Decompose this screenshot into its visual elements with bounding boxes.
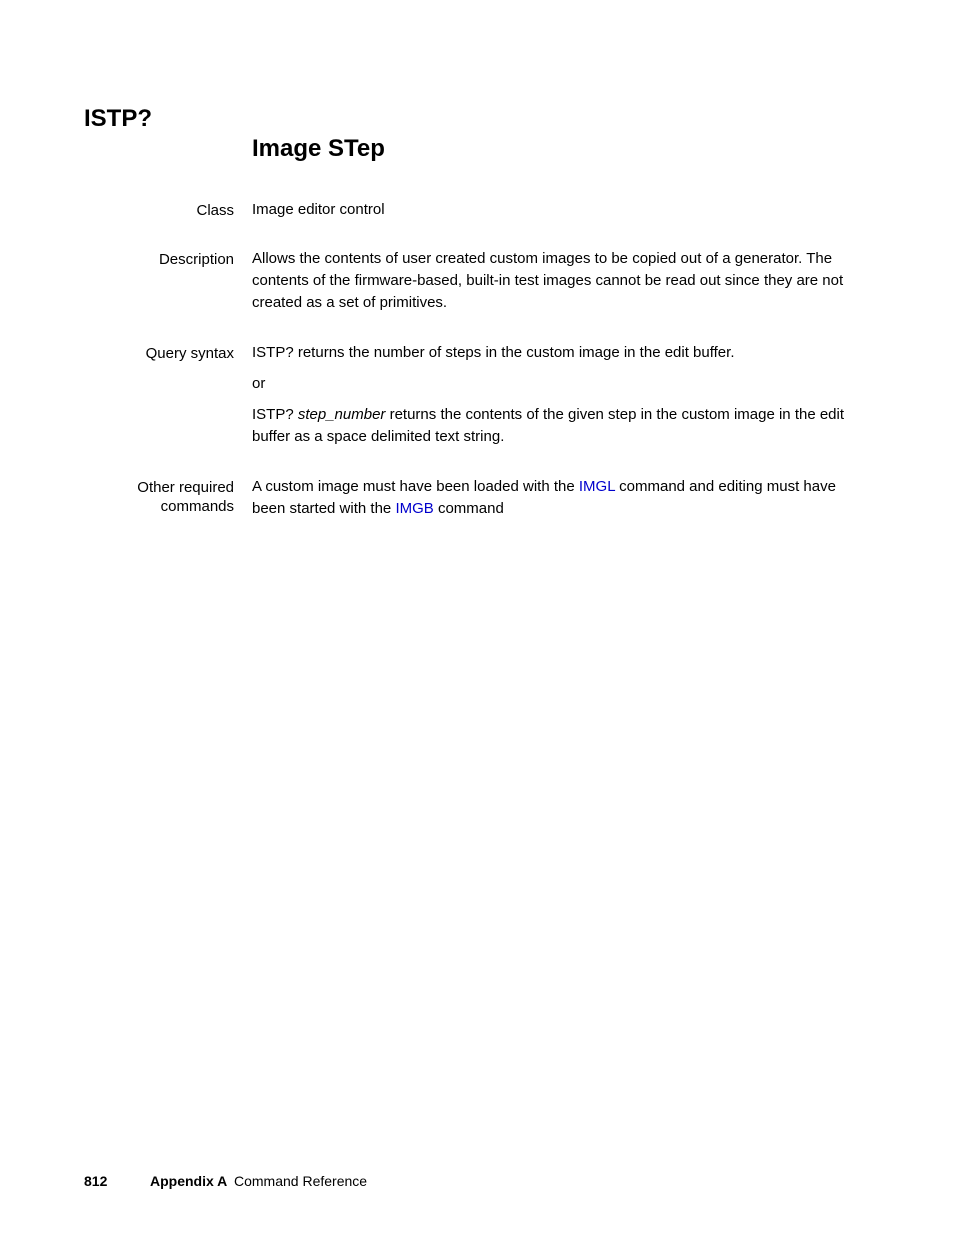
query-line-1: ISTP? returns the number of steps in the custom image in the edit buffer. (252, 344, 735, 361)
page-number: 812 (84, 1173, 108, 1189)
description-label: Description (158, 251, 234, 268)
other-required-text: A custom image must have been loaded with the IMGL command and editing must have been started with the IMGB command (252, 478, 836, 517)
query-syntax-label: Query syntax (145, 345, 234, 362)
command-title: Image STep (252, 135, 385, 162)
imgl-link[interactable]: IMGL (578, 478, 615, 495)
imgb-link[interactable]: IMGB (395, 500, 434, 517)
footer-section: Command Reference (234, 1173, 368, 1189)
query-syntax-text (252, 342, 872, 448)
class-label: Class (196, 202, 234, 219)
query-line-2: ISTP? step_number returns the contents of the given step in the custom image in the edit buffer as a space delimited text string. (252, 406, 845, 445)
command-name: ISTP? (84, 105, 153, 132)
other-required-label: Other required commands (137, 479, 234, 515)
step-number-param: step_number (297, 406, 386, 423)
description-text: Allows the contents of user created custom images to be copied out of a generator. The contents of the firmware-based, built-in test images cannot be read out since they are not created as a set of primitives. (252, 250, 844, 311)
query-or: or (252, 375, 266, 392)
footer-appendix: Appendix A (150, 1173, 228, 1189)
class-text: Image editor control (252, 201, 385, 218)
